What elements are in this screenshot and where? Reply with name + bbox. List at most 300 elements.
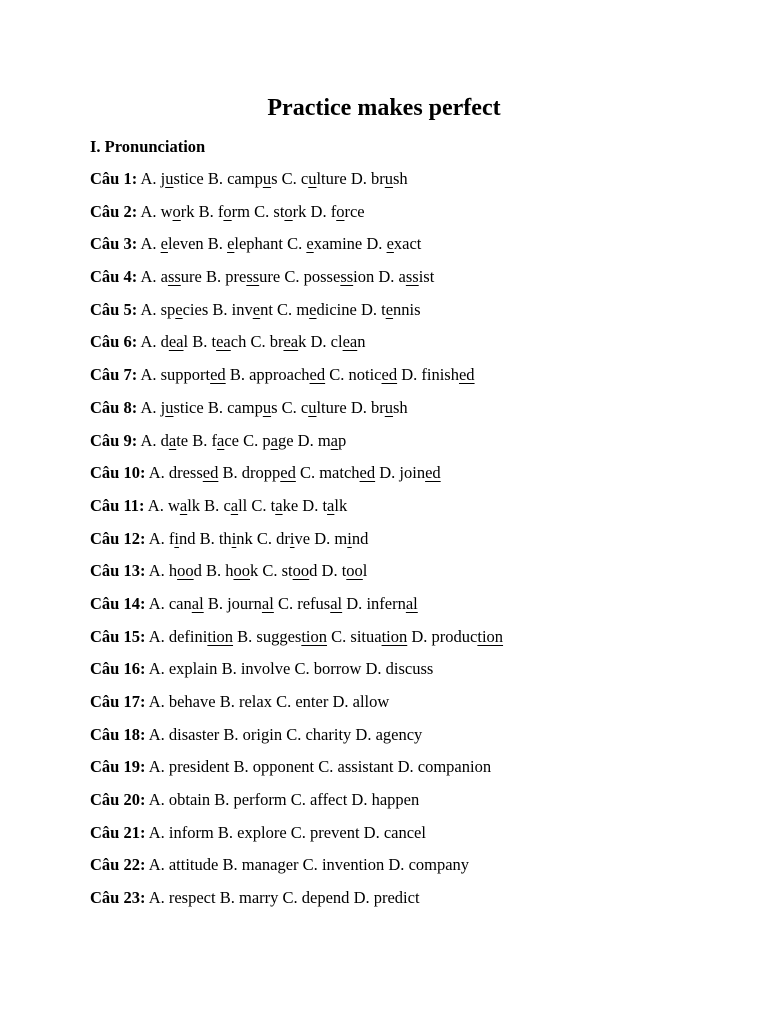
word-prefix: discuss (385, 659, 434, 679)
word-prefix: happen (371, 790, 420, 810)
word-suffix: ure (259, 267, 281, 287)
option-letter: C. (299, 463, 316, 483)
word-prefix: support (160, 365, 211, 385)
word-prefix: depend (301, 888, 350, 908)
answer-option (284, 267, 374, 286)
option-letter: D. (401, 365, 418, 385)
answer-option (218, 823, 287, 842)
word-prefix: obtain (168, 790, 211, 810)
word-suffix: s (271, 169, 278, 188)
word-prefix: pre (225, 267, 247, 287)
answer-option (329, 365, 397, 384)
option-letter: C. (277, 299, 293, 319)
question-number: Câu 14: (90, 593, 146, 613)
answer-option (251, 496, 298, 515)
answer-option (311, 332, 366, 351)
word-prefix: j (160, 169, 166, 188)
answer-option (346, 594, 418, 613)
word-prefix: invention (321, 855, 385, 875)
answer-option (411, 627, 503, 646)
option-letter: C. (287, 234, 303, 254)
word-suffix: rm (231, 201, 251, 221)
answer-option (303, 855, 385, 874)
answer-option (332, 692, 389, 711)
option-letter: D. (321, 561, 338, 581)
word-prefix: m (296, 299, 310, 319)
word-prefix: explore (237, 822, 287, 842)
option-letter: D. (365, 659, 382, 679)
answer-option (361, 300, 421, 319)
option-letter: A. (148, 561, 165, 581)
underlined-sound: u (308, 397, 317, 417)
word-prefix: origin (242, 724, 283, 744)
option-letter: C. (277, 593, 294, 613)
answer-option (222, 463, 295, 482)
option-letter: D. (332, 692, 349, 711)
word-prefix: refus (297, 593, 331, 613)
word-prefix: m (317, 430, 331, 450)
underlined-sound: oo (177, 561, 194, 581)
option-letter: C. (262, 561, 278, 581)
option-letter: C. (250, 332, 266, 352)
answer-option (192, 332, 246, 351)
underlined-sound: tion (381, 626, 408, 646)
word-prefix: f (211, 430, 217, 450)
word-prefix: president (168, 757, 230, 777)
word-prefix: camp (227, 169, 263, 188)
option-letter: A. (148, 626, 165, 646)
word-suffix: nt (260, 299, 273, 319)
option-letter: C. (281, 397, 297, 417)
word-prefix: f (217, 201, 224, 221)
answer-option (220, 888, 279, 907)
option-letter: B. (212, 299, 228, 319)
word-prefix: sp (160, 299, 176, 319)
word-prefix: f (330, 201, 337, 221)
option-letter: B. (192, 332, 208, 352)
word-suffix: te (176, 430, 189, 450)
answer-option (283, 888, 350, 907)
word-prefix: explain (168, 659, 218, 679)
option-letter: C. (302, 855, 318, 875)
word-suffix: ke (282, 495, 299, 515)
answer-option (149, 561, 202, 580)
question-number: Câu 22: (90, 855, 146, 875)
word-suffix: dicine (316, 299, 357, 319)
option-letter: A. (140, 267, 157, 287)
underlined-sound: a (327, 495, 335, 515)
answer-option (294, 659, 361, 678)
word-prefix: j (160, 397, 166, 417)
word-suffix: ure (180, 267, 202, 287)
option-letter: A. (148, 757, 165, 777)
question-list (90, 167, 730, 919)
question-item (90, 363, 730, 396)
option-letter: B. (233, 757, 249, 777)
underlined-sound: e (306, 234, 314, 254)
question-item (90, 821, 730, 854)
word-prefix: manager (241, 855, 299, 875)
answer-option (140, 202, 194, 221)
word-suffix: sh (393, 169, 408, 188)
answer-option (140, 234, 203, 253)
word-prefix: st (281, 561, 293, 581)
question-item (90, 232, 730, 265)
word-prefix: respect (168, 888, 216, 908)
answer-option (208, 169, 278, 188)
option-letter: D. (363, 822, 380, 842)
word-suffix: lture (316, 397, 347, 417)
underlined-sound: e (309, 299, 317, 319)
underlined-sound: a (217, 430, 225, 450)
word-prefix: assistant (337, 757, 394, 777)
underlined-sound: ed (309, 365, 326, 385)
word-prefix: prevent (310, 822, 360, 842)
word-suffix: ll (238, 495, 248, 515)
underlined-sound: a (168, 430, 177, 450)
answer-option (278, 594, 342, 613)
word-prefix: opponent (252, 757, 315, 777)
word-suffix: sh (393, 397, 408, 417)
option-letter: B. (219, 888, 235, 908)
word-suffix: lephant (234, 234, 283, 254)
answer-option (354, 888, 420, 907)
question-number: Câu 4: (90, 267, 138, 287)
word-prefix: t (270, 495, 276, 515)
answer-option (208, 594, 274, 613)
option-letter: B. (199, 528, 215, 548)
answer-option (282, 398, 347, 417)
answer-option (287, 234, 362, 253)
word-prefix: t (322, 495, 328, 515)
word-suffix: lture (316, 169, 347, 188)
answer-option (364, 823, 426, 842)
answer-option (192, 431, 239, 450)
option-letter: A. (140, 169, 157, 188)
answer-option (149, 692, 216, 711)
option-letter: B. (237, 626, 253, 646)
option-letter: A. (148, 692, 165, 711)
underlined-sound: a (230, 495, 239, 515)
question-number: Câu 1: (90, 169, 138, 188)
section-heading: I. Pronunciation (90, 137, 206, 156)
answer-option (379, 463, 440, 482)
underlined-sound: u (262, 169, 272, 188)
word-prefix: journ (227, 593, 262, 613)
answer-option (314, 529, 368, 548)
underlined-sound: i (231, 528, 237, 548)
answer-option (140, 398, 203, 417)
question-item (90, 494, 730, 527)
underlined-sound: ss (167, 267, 181, 287)
underlined-sound: tion (207, 626, 234, 646)
underlined-sound: ed (280, 463, 296, 483)
word-prefix: produc (431, 626, 478, 646)
option-letter: B. (222, 463, 238, 483)
word-prefix: f (168, 528, 175, 548)
word-suffix: lk (187, 495, 201, 515)
question-item (90, 625, 730, 658)
underlined-sound: o (284, 201, 293, 221)
answer-option (311, 202, 365, 221)
word-prefix: h (225, 561, 234, 581)
option-letter: A. (140, 430, 157, 450)
question-number: Câu 19: (90, 757, 146, 777)
question-item (90, 330, 730, 363)
word-prefix: infern (366, 593, 406, 613)
word-suffix: k (298, 332, 307, 352)
option-letter: B. (198, 201, 214, 221)
answer-option (199, 202, 250, 221)
answer-option (233, 757, 314, 776)
word-prefix: affect (310, 790, 348, 810)
word-prefix: predict (373, 888, 420, 908)
underlined-sound: ea (283, 332, 299, 352)
option-letter: D. (346, 593, 363, 613)
answer-option (140, 332, 188, 351)
word-suffix: l (183, 332, 189, 352)
option-letter: C. (243, 430, 259, 450)
word-suffix: rk (292, 201, 307, 221)
word-prefix: p (262, 430, 271, 450)
option-letter: A. (148, 855, 165, 875)
word-prefix: perform (233, 790, 287, 810)
word-prefix: m (334, 528, 348, 548)
underlined-sound: i (347, 528, 352, 548)
option-letter: C. (318, 757, 334, 777)
word-prefix: finish (421, 365, 459, 385)
question-item (90, 396, 730, 429)
underlined-sound: al (191, 593, 204, 613)
question-number: Câu 21: (90, 822, 146, 842)
option-letter: A. (140, 234, 157, 254)
option-letter: C. (256, 528, 273, 548)
question-number: Câu 7: (90, 365, 138, 385)
underlined-sound: u (165, 397, 174, 417)
word-prefix: br (269, 332, 284, 352)
answer-option (222, 855, 298, 874)
answer-option (276, 692, 328, 711)
underlined-sound: ed (381, 365, 398, 385)
answer-option (401, 365, 474, 384)
option-letter: A. (148, 790, 165, 810)
answer-option (149, 790, 210, 809)
option-letter: B. (222, 855, 238, 875)
question-number: Câu 20: (90, 790, 146, 810)
question-item (90, 788, 730, 821)
question-number: Câu 9: (90, 430, 138, 450)
underlined-sound: tion (301, 626, 328, 646)
underlined-sound: al (330, 593, 343, 613)
answer-option (351, 790, 419, 809)
word-prefix: match (319, 463, 360, 483)
word-prefix: approach (249, 365, 310, 385)
option-letter: B. (207, 397, 223, 417)
answer-option (300, 463, 375, 482)
underlined-sound: ea (342, 332, 358, 352)
word-suffix: rce (344, 201, 365, 221)
option-letter: A. (148, 528, 165, 548)
word-prefix: inv (231, 299, 253, 319)
option-letter: A. (140, 365, 157, 385)
question-number: Câu 6: (90, 332, 138, 352)
word-prefix: attitude (168, 855, 219, 875)
question-number: Câu 10: (90, 463, 146, 483)
word-prefix: borrow (313, 659, 362, 679)
underlined-sound: ed (202, 463, 219, 483)
answer-option (257, 529, 310, 548)
answer-option (148, 496, 200, 515)
answer-option (388, 855, 469, 874)
option-letter: D. (355, 724, 372, 744)
answer-option (243, 431, 293, 450)
question-item (90, 200, 730, 233)
word-prefix: th (218, 528, 232, 548)
answer-option (149, 855, 219, 874)
answer-option (351, 169, 408, 188)
underlined-sound: e (175, 299, 183, 319)
word-suffix: cies (182, 299, 209, 319)
underlined-sound: ed (458, 365, 475, 385)
answer-option (149, 888, 216, 907)
question-item (90, 298, 730, 331)
question-item (90, 690, 730, 723)
underlined-sound: ed (359, 463, 376, 483)
underlined-sound: e (252, 299, 261, 319)
question-item (90, 265, 730, 298)
word-prefix: cancel (383, 822, 426, 842)
option-letter: C. (294, 659, 310, 679)
option-letter: D. (353, 888, 370, 908)
underlined-sound: o (172, 201, 181, 221)
word-prefix: t (211, 332, 217, 352)
underlined-sound: u (165, 169, 174, 188)
option-letter: D. (297, 430, 314, 450)
word-prefix: dropp (241, 463, 281, 483)
answer-option (140, 267, 201, 286)
word-prefix: t (381, 299, 386, 319)
underlined-sound: e (227, 234, 235, 254)
option-letter: B. (204, 495, 220, 515)
word-suffix: xamine (313, 234, 363, 254)
answer-option (208, 234, 283, 253)
option-letter: B. (205, 561, 222, 581)
underlined-sound: u (308, 169, 317, 188)
word-prefix: h (168, 561, 178, 581)
answer-option (250, 332, 306, 351)
underlined-sound: u (384, 397, 394, 417)
answer-option (331, 627, 407, 646)
question-item (90, 755, 730, 788)
word-suffix: ist (418, 267, 435, 287)
word-prefix: br (371, 397, 385, 417)
option-letter: B. (229, 365, 245, 385)
answer-option (230, 365, 325, 384)
option-letter: A. (148, 463, 165, 483)
word-prefix: sugges (256, 626, 302, 646)
option-letter: C. (329, 365, 345, 385)
word-prefix: behave (168, 692, 216, 711)
word-suffix: nk (236, 528, 253, 548)
option-letter: B. (221, 659, 237, 679)
answer-option (355, 725, 422, 744)
answer-option (378, 267, 434, 286)
underlined-sound: o (223, 201, 232, 221)
answer-option (200, 529, 253, 548)
option-letter: D. (310, 201, 327, 221)
answer-option (149, 823, 214, 842)
option-letter: D. (360, 299, 377, 319)
question-number: Câu 13: (90, 561, 146, 581)
word-prefix: d (160, 430, 169, 450)
option-letter: C. (331, 626, 347, 646)
word-prefix: involve (240, 659, 291, 679)
option-letter: C. (290, 790, 306, 810)
option-letter: D. (378, 267, 395, 287)
question-number: Câu 15: (90, 626, 146, 646)
word-prefix: dress (168, 463, 203, 483)
underlined-sound: o (336, 201, 345, 221)
option-letter: D. (388, 855, 405, 875)
question-number: Câu 16: (90, 659, 146, 679)
word-prefix: w (160, 201, 173, 221)
question-item (90, 527, 730, 560)
option-letter: D. (314, 528, 331, 548)
word-prefix: c (300, 397, 309, 417)
answer-option (206, 267, 280, 286)
word-prefix: dr (276, 528, 290, 548)
answer-option (302, 496, 347, 515)
underlined-sound: ed (425, 463, 441, 483)
option-letter: A. (148, 593, 165, 613)
word-suffix: xact (393, 234, 422, 254)
underlined-sound: e (386, 234, 394, 254)
question-item (90, 592, 730, 625)
option-letter: D. (310, 332, 327, 352)
answer-option (140, 365, 225, 384)
question-item (90, 657, 730, 690)
answer-option (149, 529, 196, 548)
word-prefix: camp (227, 397, 263, 417)
word-suffix: ion (353, 267, 375, 287)
word-suffix: stice (173, 397, 204, 417)
option-letter: D. (350, 397, 367, 417)
option-letter: B. (207, 593, 223, 613)
option-letter: C. (284, 267, 300, 287)
word-suffix: nnis (393, 299, 421, 319)
answer-option (149, 463, 219, 482)
word-prefix: join (399, 463, 426, 483)
option-letter: A. (148, 724, 165, 744)
option-letter: B. (205, 267, 222, 287)
answer-option (366, 234, 421, 253)
answer-option (291, 823, 360, 842)
underlined-sound: ss (405, 267, 419, 287)
underlined-sound: u (384, 169, 394, 188)
question-number: Câu 18: (90, 724, 146, 744)
question-item (90, 723, 730, 756)
answer-option (214, 790, 286, 809)
answer-option (322, 561, 368, 580)
option-letter: B. (217, 822, 234, 842)
option-letter: D. (411, 626, 428, 646)
underlined-sound: ea (216, 332, 231, 352)
question-item (90, 559, 730, 592)
question-number: Câu 8: (90, 397, 138, 417)
question-item (90, 886, 730, 919)
underlined-sound: a (275, 495, 283, 515)
option-letter: A. (147, 495, 164, 515)
